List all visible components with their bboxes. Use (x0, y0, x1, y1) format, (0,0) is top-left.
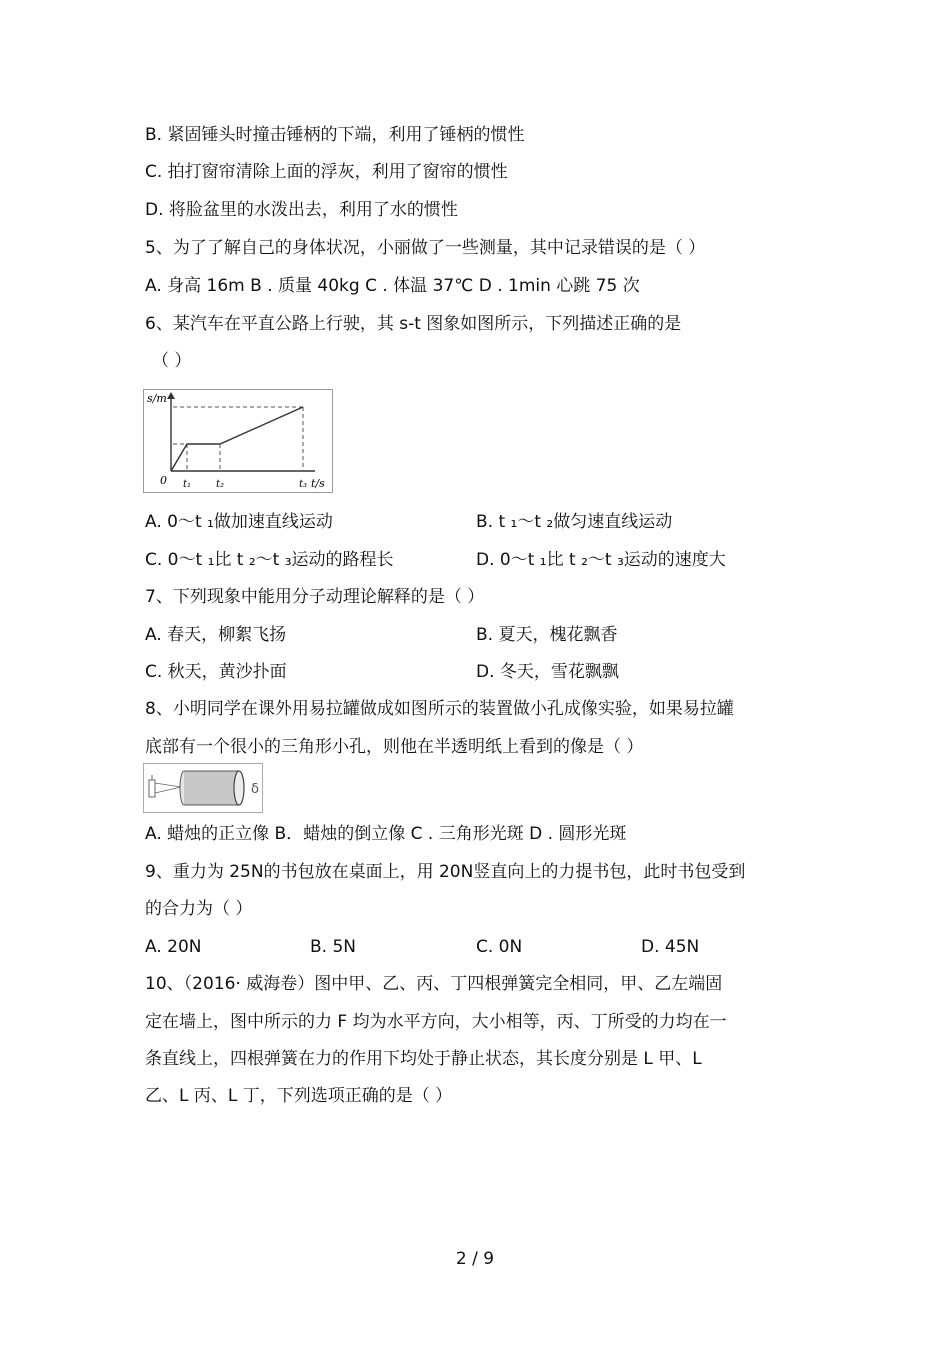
question-6-bracket: （ ） (152, 351, 192, 371)
graph-y-label: s/m (147, 392, 167, 405)
graph-t3-label: t₃ (299, 479, 308, 490)
question-8-line-1: 8、小明同学在课外用易拉罐做成如图所示的装置做小孔成像实验，如果易拉罐 (145, 699, 734, 719)
question-9-line-2: 的合力为（ ） (145, 899, 253, 919)
question-9-option-c: C. 0N (476, 937, 523, 957)
question-6: 6、某汽车在平直公路上行驶，其 s-t 图象如图所示，下列描述正确的是 (145, 314, 682, 334)
option-d-line: D. 将脸盆里的水泼出去，利用了水的惯性 (145, 200, 458, 220)
question-9-option-a: A. 20N (145, 937, 202, 957)
pinhole-camera-figure (143, 763, 263, 813)
page-number: 2 / 9 (455, 1249, 495, 1269)
question-10-line-2: 定在墙上，图中所示的力 F 均为水平方向，大小相等，丙、丁所受的力均在一 (145, 1012, 727, 1032)
question-10-line-4: 乙、L 丙、L 丁，下列选项正确的是（ ） (145, 1086, 453, 1106)
st-graph-figure (143, 389, 333, 493)
question-7-option-b: B. 夏天，槐花飘香 (476, 625, 618, 645)
question-7-option-a: A. 春天，柳絮飞扬 (145, 625, 287, 645)
option-c-line: C. 拍打窗帘清除上面的浮灰，利用了窗帘的惯性 (145, 162, 508, 182)
question-7-option-c: C. 秋天，黄沙扑面 (145, 662, 287, 682)
question-8-line-2: 底部有一个很小的三角形小孔，则他在半透明纸上看到的像是（ ） (145, 737, 644, 757)
graph-origin: 0 (160, 474, 167, 487)
candle-image-mark: δ (251, 782, 259, 797)
option-b-line: B. 紧固锤头时撞击锤柄的下端，利用了锤柄的惯性 (145, 125, 525, 145)
graph-t1-label: t₁ (183, 479, 192, 490)
question-6-option-a: A. 0～t ₁做加速直线运动 (145, 512, 333, 532)
question-7: 7、下列现象中能用分子动理论解释的是（ ） (145, 587, 485, 607)
question-9-option-d: D. 45N (641, 937, 700, 957)
question-6-option-d: D. 0～t ₁比 t ₂～t ₃运动的速度大 (476, 550, 726, 570)
question-10-line-3: 条直线上，四根弹簧在力的作用下均处于静止状态，其长度分别是 L 甲、L (145, 1049, 702, 1069)
graph-t2-label: t₂ (216, 479, 225, 490)
question-9-option-b: B. 5N (310, 937, 357, 957)
question-10-line-1: 10、（2016· 威海卷）图中甲、乙、丙、丁四根弹簧完全相同，甲、乙左端固 (145, 974, 723, 994)
graph-x-label: t/s (311, 477, 325, 490)
question-8-options: A. 蜡烛的正立像 B．蜡烛的倒立像 C . 三角形光斑 D . 圆形光斑 (145, 824, 627, 844)
question-6-option-b: B. t ₁～t ₂做匀速直线运动 (476, 512, 673, 532)
question-5: 5、为了了解自己的身体状况，小丽做了一些测量，其中记录错误的是（ ） (145, 238, 706, 258)
question-7-option-d: D. 冬天，雪花飘飘 (476, 662, 619, 682)
question-6-option-c: C. 0～t ₁比 t ₂～t ₃运动的路程长 (145, 550, 394, 570)
question-5-options: A. 身高 16m B . 质量 40kg C . 体温 37℃ D . 1min 心跳 75 次 (145, 276, 640, 296)
question-9-line-1: 9、重力为 25N的书包放在桌面上，用 20N竖直向上的力提书包，此时书包受到 (145, 862, 746, 882)
